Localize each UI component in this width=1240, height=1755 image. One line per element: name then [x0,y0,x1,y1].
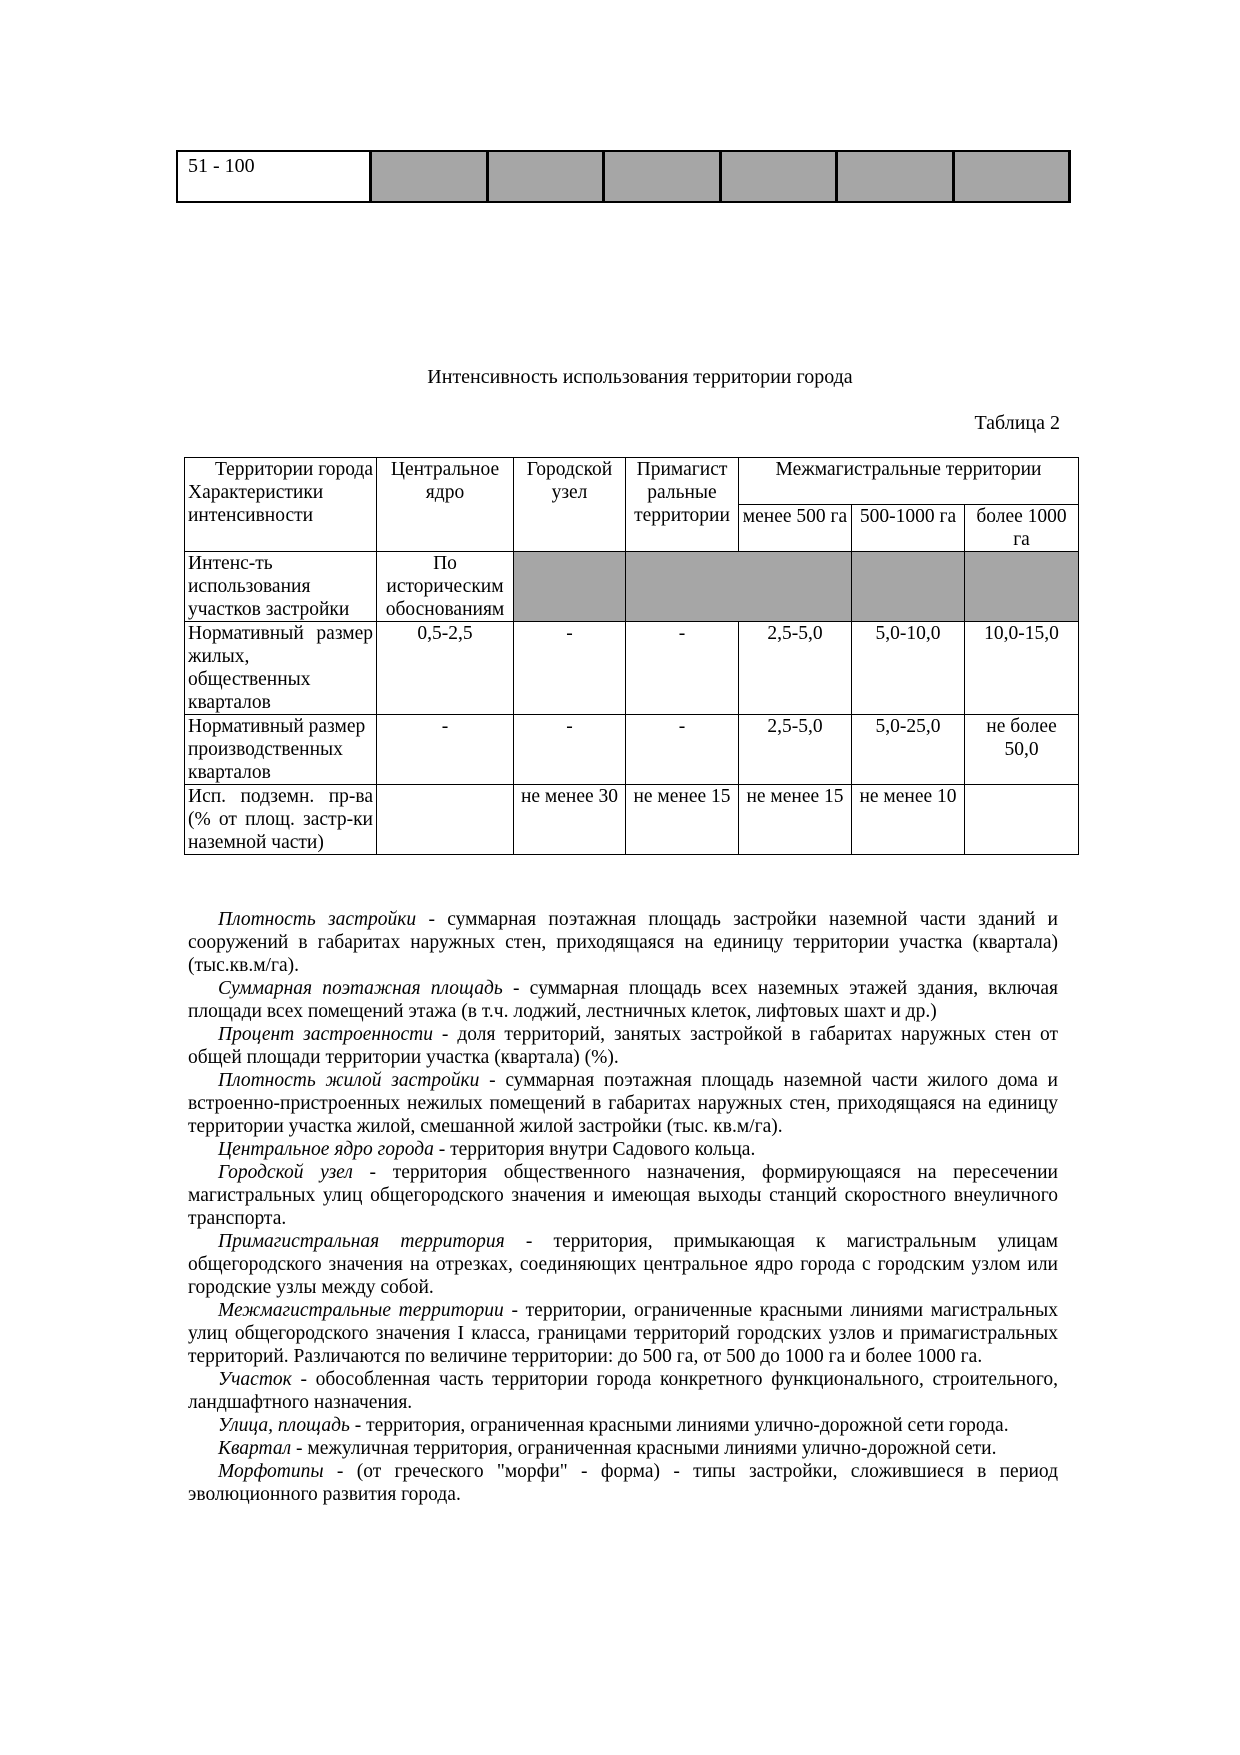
definition-text: - суммарная поэтажная площадь наземной части жилого дома и встроенно-пристроенных нежилых помещений в габаритах наружных стен, приходящаяся на единицу территории участка жилой, смешанной жилой застройки (тыс. кв.м/га). [188,1070,1058,1137]
table-cell: - [514,715,626,785]
header-corner-bottom: Характеристики интенсивности [188,482,324,526]
previous-table-fragment [176,150,1071,203]
definition-term: Участок [218,1369,292,1390]
definition-term: Межмагистральные территории [218,1300,504,1321]
definition-paragraph [188,1069,1058,1138]
definition-paragraph [188,1460,1058,1506]
row-label: Исп. подземн. пр-ва (% от площ. застр-ки наземной части) [185,785,377,855]
table-cell: - [514,622,626,715]
table-cell: 5,0-25,0 [852,715,965,785]
definition-term: Плотность застройки [218,909,417,930]
table-cell: - [626,715,739,785]
definition-paragraph [188,1368,1058,1414]
row-label: 51 - 100 [177,151,371,202]
definition-paragraph [188,1414,1058,1437]
shaded-cell [514,552,626,622]
row-label: Нормативный размер жилых, общественных кварталов [185,622,377,715]
table-cell: - [377,715,514,785]
shaded-cell [487,151,604,202]
shaded-cell [852,552,965,622]
definition-text: - территория, примыкающая к магистральным улицам общегородского значения на отрезках, соединяющих центральное ядро города с городским узлом или городские узлы между собой. [188,1231,1058,1298]
header-primagistral: Примагист ральные территории [626,458,739,552]
table-cell: По историческим обоснованиям [377,552,514,622]
definition-text: - (от греческого "морфи" - форма) - типы застройки, сложившиеся в период эволюционного развития города. [188,1461,1058,1505]
definition-text: - территория общественного назначения, формирующаяся на пересечении магистральных улиц общегородского значения и имеющая выходы станций скоростного внеуличного транспорта. [188,1162,1058,1229]
header-corner-top: Территории города [214,459,373,480]
definition-term: Морфотипы [218,1461,324,1482]
intensity-table [184,457,1079,855]
table-cell: 0,5-2,5 [377,622,514,715]
table-cell [965,785,1079,855]
shaded-cell [837,151,954,202]
definition-paragraph [188,1299,1058,1368]
definition-text: - суммарная поэтажная площадь застройки наземной части зданий и сооружений в габаритах наружных стен, приходящаяся на единицу территории участка (квартала) (тыс.кв.м/га). [188,909,1058,976]
table-number: Таблица 2 [974,412,1060,434]
table-cell: 2,5-5,0 [739,715,852,785]
definition-text: - обособленная часть территории города конкретного функционального, строительного, ландшафтного назначения. [188,1369,1058,1413]
table-row [185,552,1079,622]
definition-paragraph [188,1138,1058,1161]
table-cell: - [626,622,739,715]
definition-term: Квартал [218,1438,292,1459]
table-row [177,151,1070,202]
shaded-cell [965,552,1079,622]
definition-term: Процент застроенности [218,1024,433,1045]
definition-text: - территория внутри Садового кольца. [433,1139,756,1160]
header-central-core: Центральное ядро [377,458,514,552]
definition-paragraph [188,908,1058,977]
table-cell: не менее 30 [514,785,626,855]
definition-text: - территория, ограниченная красными линиями улично-дорожной сети города. [349,1415,1009,1436]
table-cell: не менее 15 [739,785,852,855]
shaded-cell [604,151,721,202]
definition-text: - межуличная территория, ограниченная красными линиями улично-дорожной сети. [291,1438,997,1459]
table-cell: не менее 15 [626,785,739,855]
definition-paragraph [188,1161,1058,1230]
table-row [185,715,1079,785]
shaded-cell [626,552,852,622]
definition-term: Центральное ядро города [218,1139,434,1160]
definition-text: - территории, ограниченные красными линиями магистральных улиц общегородского значения I класса, границами территорий городских узлов и примагистральных территорий. Различаются по величине территории: до 500 га, от 500 до 1000 га и более 1000 га. [188,1300,1058,1367]
definitions-text [188,908,1058,1506]
row-label: Нормативный размер производственных кварталов [185,715,377,785]
shaded-cell [953,151,1070,202]
definition-term: Примагистральная территория [218,1231,505,1252]
row-label: Интенс-ть использования участков застройки [185,552,377,622]
definition-text: - доля территорий, занятых застройкой в габаритах наружных стен от общей площади территории участка (квартала) (%). [188,1024,1058,1068]
table-cell: не менее 10 [852,785,965,855]
header-city-node: Городской узел [514,458,626,552]
definition-term: Суммарная поэтажная площадь [218,978,503,999]
header-row [185,458,1079,505]
definition-paragraph [188,1023,1058,1069]
table-cell: 5,0-10,0 [852,622,965,715]
header-corner-cell [185,458,377,552]
table-row [185,785,1079,855]
definition-paragraph [188,1437,1058,1460]
table-cell: 10,0-15,0 [965,622,1079,715]
table-row [185,622,1079,715]
table-cell: 2,5-5,0 [739,622,852,715]
definition-paragraph [188,1230,1058,1299]
definition-term: Плотность жилой застройки [218,1070,480,1091]
definition-term: Городской узел [218,1162,353,1183]
shaded-cell [720,151,837,202]
header-more-1000: более 1000 га [965,505,1079,552]
header-500-1000: 500-1000 га [852,505,965,552]
table-cell: не более 50,0 [965,715,1079,785]
definition-text: - суммарная площадь всех наземных этажей здания, включая площади всех помещений этажа (в т.ч. лоджий, лестничных клеток, лифтовых шахт и др.) [188,978,1058,1022]
shaded-cell [371,151,488,202]
definition-term: Улица, площадь [218,1415,350,1436]
header-intermagistral: Межмагистральные территории [739,458,1079,505]
table-cell [377,785,514,855]
header-less-500: менее 500 га [739,505,852,552]
definition-paragraph [188,977,1058,1023]
table-title: Интенсивность использования территории города [427,366,853,388]
